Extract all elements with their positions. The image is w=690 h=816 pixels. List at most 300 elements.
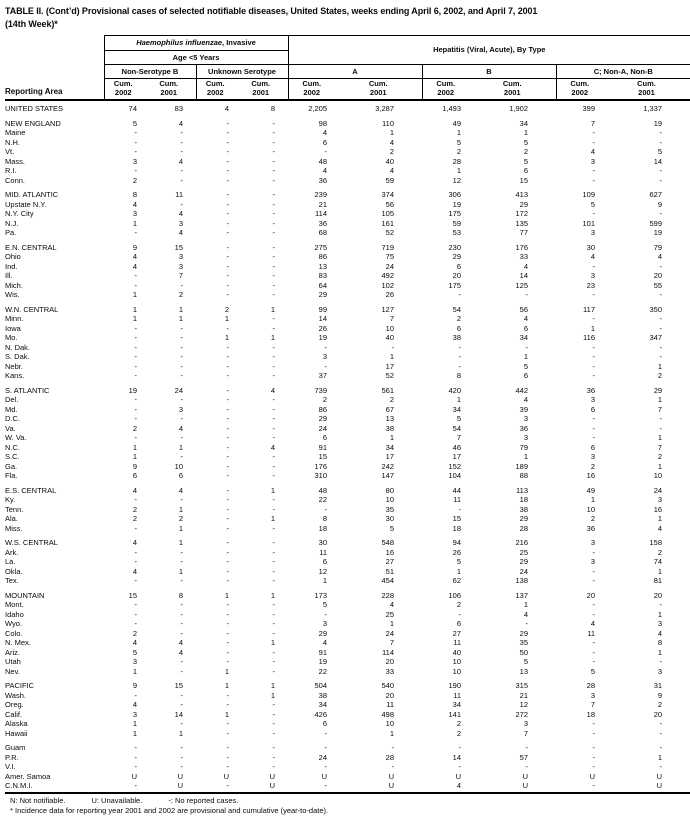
value-cell: 627 xyxy=(649,190,663,199)
value-cell: 5 xyxy=(657,147,663,156)
value-cell: - xyxy=(592,414,596,423)
value-cell: 20 xyxy=(653,709,663,719)
value-cell: - xyxy=(134,395,137,404)
value-cell: - xyxy=(272,128,276,137)
value-cell: - xyxy=(134,576,137,585)
value-cell: - xyxy=(134,280,137,290)
value-cell: - xyxy=(592,314,596,323)
value-cell: - xyxy=(134,352,137,361)
value-cell: - xyxy=(226,461,229,471)
value-cell: 10 xyxy=(452,657,462,666)
table-row xyxy=(5,600,690,610)
value-cell: - xyxy=(272,762,276,771)
title-line-2: (14th Week)* xyxy=(5,19,58,29)
value-cell: - xyxy=(659,175,663,185)
value-cell: - xyxy=(134,404,137,414)
value-cell: 6 xyxy=(523,371,529,380)
value-cell: - xyxy=(272,361,276,371)
area-cell: Utah xyxy=(5,657,21,666)
value-cell: 101 xyxy=(582,218,596,228)
table-row xyxy=(5,238,690,253)
table-row xyxy=(5,128,690,138)
value-cell: 1 xyxy=(523,600,529,609)
value-cell: 4 xyxy=(322,166,328,175)
value-cell: U xyxy=(321,771,328,781)
value-cell: 1 xyxy=(657,395,663,404)
value-cell: 3 xyxy=(523,433,529,442)
value-cell: 1 xyxy=(590,495,596,504)
value-cell: 1 xyxy=(178,538,183,547)
value-cell: - xyxy=(226,371,229,380)
value-cell: 4 xyxy=(178,647,183,657)
value-cell: 4 xyxy=(322,128,328,137)
value-cell: 4 xyxy=(132,261,137,271)
value-cell: 12 xyxy=(452,175,462,185)
value-cell: 3 xyxy=(590,538,596,547)
area-cell: Mo. xyxy=(5,333,18,342)
area-cell: Oreg. xyxy=(5,700,24,709)
value-cell: - xyxy=(272,371,276,380)
value-cell: 37 xyxy=(318,371,328,380)
value-cell: 10 xyxy=(452,666,462,676)
value-cell: 137 xyxy=(515,590,529,600)
value-cell: - xyxy=(226,290,229,299)
value-cell: 4 xyxy=(132,566,137,576)
value-cell: - xyxy=(324,342,328,352)
header-unknown-serotype: Unknown Serotype xyxy=(196,65,288,79)
value-cell: 1 xyxy=(657,752,663,762)
value-cell: 239 xyxy=(314,190,328,199)
value-cell: 5 xyxy=(132,647,137,657)
area-cell: Idaho xyxy=(5,609,24,619)
value-cell: 26 xyxy=(452,547,462,557)
value-cell: 20 xyxy=(385,657,395,666)
value-cell: 20 xyxy=(586,590,596,600)
value-cell: 1 xyxy=(132,728,137,738)
value-cell: 3 xyxy=(523,719,529,728)
value-cell: 2 xyxy=(657,547,663,557)
value-cell: 1 xyxy=(389,352,395,361)
value-cell: 1 xyxy=(657,647,663,657)
value-cell: - xyxy=(592,752,596,762)
value-cell: - xyxy=(226,452,229,461)
value-cell: 442 xyxy=(515,385,529,395)
table-row xyxy=(5,166,690,176)
value-cell: 141 xyxy=(448,709,462,719)
area-cell: Md. xyxy=(5,404,18,414)
value-cell: 1 xyxy=(224,314,229,323)
value-cell: 29 xyxy=(318,290,328,299)
value-cell: 24 xyxy=(385,628,395,638)
value-cell: - xyxy=(324,147,328,156)
value-cell: 306 xyxy=(448,190,462,199)
value-cell: 19 xyxy=(452,199,462,209)
value-cell: - xyxy=(458,352,462,361)
value-cell: 91 xyxy=(318,442,328,452)
value-cell: 3 xyxy=(523,414,529,423)
value-cell: - xyxy=(458,504,462,514)
value-cell: - xyxy=(592,361,596,371)
value-cell: 11 xyxy=(175,190,183,199)
value-cell: 4 xyxy=(178,423,183,433)
value-cell: 6 xyxy=(322,557,328,566)
value-cell: 54 xyxy=(452,423,462,433)
value-cell: - xyxy=(324,762,328,771)
value-cell: 8 xyxy=(322,514,328,523)
area-cell: Vt. xyxy=(5,147,15,156)
value-cell: - xyxy=(324,361,328,371)
value-cell: - xyxy=(272,600,276,609)
value-cell: - xyxy=(272,461,276,471)
value-cell: - xyxy=(226,271,229,280)
value-cell: - xyxy=(458,762,462,771)
value-cell: 4 xyxy=(322,638,328,647)
value-cell: - xyxy=(592,600,596,609)
value-cell: 1 xyxy=(270,681,276,690)
value-cell: - xyxy=(272,547,276,557)
area-cell: N.C. xyxy=(5,442,20,452)
value-cell: 4 xyxy=(132,199,137,209)
value-cell: 4 xyxy=(132,700,137,709)
area-cell: Mich. xyxy=(5,280,23,290)
value-cell: 540 xyxy=(381,681,395,690)
value-cell: 1 xyxy=(224,709,229,719)
table-row xyxy=(5,676,690,691)
value-cell: 3 xyxy=(178,218,183,228)
value-cell: 52 xyxy=(385,228,395,237)
table-row xyxy=(5,452,690,462)
table-row xyxy=(5,719,690,729)
value-cell: - xyxy=(592,423,596,433)
table-row xyxy=(5,157,690,167)
value-cell: 51 xyxy=(385,566,395,576)
table-row xyxy=(5,738,690,753)
value-cell: 99 xyxy=(318,304,328,314)
value-cell: 7 xyxy=(389,314,395,323)
value-cell: 4 xyxy=(422,781,489,793)
value-cell: - xyxy=(180,395,183,404)
table-row xyxy=(5,462,690,472)
value-cell: 1 xyxy=(270,304,276,314)
value-cell: - xyxy=(226,547,229,557)
area-cell: P.R. xyxy=(5,752,19,762)
value-cell: - xyxy=(391,762,395,771)
footnote-not-notifiable: N: Not notifiable. xyxy=(10,795,66,805)
value-cell: - xyxy=(180,166,183,175)
value-cell: - xyxy=(272,252,276,261)
value-cell: 158 xyxy=(649,538,663,547)
value-cell: 29 xyxy=(318,628,328,638)
value-cell: 3 xyxy=(590,228,596,237)
value-cell: U xyxy=(131,771,137,781)
area-cell: PACIFIC xyxy=(5,681,35,690)
value-cell: - xyxy=(226,280,229,290)
value-cell: 5 xyxy=(132,118,137,128)
value-cell: - xyxy=(272,609,276,619)
value-cell: 5 xyxy=(523,657,529,666)
value-cell: 413 xyxy=(515,190,529,199)
value-cell: 11 xyxy=(319,547,328,557)
value-cell: - xyxy=(659,314,663,323)
value-cell: 30 xyxy=(586,242,596,252)
area-cell: MOUNTAIN xyxy=(5,590,45,600)
value-cell: U xyxy=(522,771,529,781)
value-cell: - xyxy=(272,199,276,209)
area-cell: N.J. xyxy=(5,218,19,228)
value-cell: - xyxy=(226,128,229,137)
value-cell: - xyxy=(226,433,229,442)
value-cell: 14 xyxy=(519,271,529,280)
value-cell: 30 xyxy=(385,514,395,523)
table-row xyxy=(5,371,690,381)
value-cell: 1 xyxy=(657,361,663,371)
value-cell: 1 xyxy=(389,619,395,628)
table-row xyxy=(5,228,690,238)
value-cell: 4 xyxy=(178,638,183,647)
value-cell: - xyxy=(180,619,183,628)
value-cell: 33 xyxy=(519,252,529,261)
table-row xyxy=(5,424,690,434)
value-cell: 16 xyxy=(653,504,663,514)
value-cell: 29 xyxy=(519,199,529,209)
value-cell: - xyxy=(324,504,328,514)
value-cell: 6 xyxy=(456,619,462,628)
area-cell: NEW ENGLAND xyxy=(5,118,61,128)
area-cell: Maine xyxy=(5,128,26,137)
value-cell: 15 xyxy=(174,681,183,690)
value-cell: 5 xyxy=(456,414,462,423)
value-cell: 5 xyxy=(523,137,529,147)
value-cell: 36 xyxy=(519,423,529,433)
value-cell: - xyxy=(272,538,276,547)
value-cell: 7 xyxy=(590,118,596,128)
value-cell: 1 xyxy=(132,666,137,676)
value-cell: 29 xyxy=(452,252,462,261)
value-cell: 242 xyxy=(381,461,395,471)
value-cell: - xyxy=(226,352,229,361)
value-cell: 7 xyxy=(523,728,529,738)
value-cell: - xyxy=(272,628,276,638)
value-cell: 2 xyxy=(657,452,663,461)
value-cell: 18 xyxy=(452,523,462,533)
value-cell: - xyxy=(180,752,183,762)
table-row xyxy=(5,710,690,720)
value-cell: - xyxy=(134,323,137,333)
value-cell: 79 xyxy=(653,242,663,252)
value-cell: 1 xyxy=(224,333,229,342)
value-cell: - xyxy=(659,128,663,137)
value-cell: 4 xyxy=(523,395,529,404)
value-cell: 6 xyxy=(590,404,596,414)
value-cell: 2 xyxy=(389,395,395,404)
value-cell: 7 xyxy=(657,404,663,414)
value-cell: - xyxy=(226,700,229,709)
value-cell: 561 xyxy=(381,385,395,395)
value-cell: - xyxy=(134,690,137,700)
value-cell: 7 xyxy=(389,638,395,647)
value-cell: 40 xyxy=(385,333,395,342)
value-cell: 176 xyxy=(515,242,529,252)
value-cell: 106 xyxy=(448,590,462,600)
value-cell: U xyxy=(589,771,596,781)
table-row xyxy=(5,395,690,405)
header-reporting-area: Reporting Area xyxy=(5,36,104,101)
value-cell: 3,287 xyxy=(375,104,395,113)
value-cell: 2 xyxy=(657,371,663,380)
area-cell: N. Dak. xyxy=(5,342,31,352)
value-cell: - xyxy=(272,147,276,156)
value-cell: 29 xyxy=(519,628,529,638)
footnote-incidence: * Incidence data for reporting year 2001 and 2002 are provisional and cumulative (year-to-date). xyxy=(10,805,329,815)
value-cell: 1 xyxy=(657,566,663,576)
value-cell: 1,337 xyxy=(643,104,663,113)
header-cum-2002: Cum. 2002 xyxy=(556,79,623,101)
value-cell: - xyxy=(659,600,663,609)
value-cell: 28 xyxy=(385,752,395,762)
table-row xyxy=(5,281,690,291)
value-cell: - xyxy=(391,342,395,352)
value-cell: - xyxy=(180,666,183,676)
value-cell: 3 xyxy=(178,252,183,261)
value-cell: 38 xyxy=(318,690,328,700)
value-cell: - xyxy=(272,619,276,628)
value-cell: - xyxy=(226,628,229,638)
value-cell: 67 xyxy=(385,404,395,414)
value-cell: 189 xyxy=(515,461,529,471)
value-cell: 1 xyxy=(270,333,276,342)
value-cell: 44 xyxy=(452,485,462,495)
value-cell: 4 xyxy=(178,485,183,495)
value-cell: - xyxy=(226,175,229,185)
value-cell: 138 xyxy=(515,576,529,585)
value-cell: 6 xyxy=(456,261,462,271)
value-cell: 28 xyxy=(452,156,462,166)
value-cell: - xyxy=(272,752,276,762)
value-cell: - xyxy=(180,576,183,585)
value-cell: - xyxy=(272,700,276,709)
value-cell: - xyxy=(134,137,137,147)
value-cell: 56 xyxy=(385,199,395,209)
value-cell: 548 xyxy=(381,538,395,547)
table-row xyxy=(5,567,690,577)
table-row xyxy=(5,667,690,677)
value-cell: - xyxy=(180,175,183,185)
value-cell: 420 xyxy=(448,385,462,395)
value-cell: - xyxy=(226,495,229,504)
value-cell: 175 xyxy=(448,280,462,290)
value-cell: 3 xyxy=(132,156,137,166)
value-cell: 7 xyxy=(178,271,183,280)
value-cell: 18 xyxy=(586,709,596,719)
value-cell: 2 xyxy=(322,395,328,404)
value-cell: 2 xyxy=(523,147,529,156)
value-cell: - xyxy=(134,271,137,280)
value-cell: 27 xyxy=(385,557,395,566)
table-row xyxy=(5,729,690,739)
value-cell: 102 xyxy=(381,280,395,290)
value-cell: 17 xyxy=(452,452,462,461)
table-row xyxy=(5,405,690,415)
table-row xyxy=(5,700,690,710)
value-cell: 15 xyxy=(318,452,328,461)
value-cell: - xyxy=(458,743,462,752)
value-cell: 1 xyxy=(132,314,137,323)
area-cell: Ariz. xyxy=(5,647,20,657)
value-cell: - xyxy=(226,647,229,657)
value-cell: - xyxy=(659,414,663,423)
value-cell: - xyxy=(272,452,276,461)
table-row xyxy=(5,495,690,505)
table-row xyxy=(5,524,690,534)
value-cell: - xyxy=(659,290,663,299)
value-cell: 2 xyxy=(456,147,462,156)
header-age-under-5: Age <5 Years xyxy=(104,51,288,65)
area-cell: Wis. xyxy=(5,290,20,299)
value-cell: - xyxy=(659,166,663,175)
value-cell: - xyxy=(272,166,276,175)
area-cell: Mont. xyxy=(5,600,24,609)
value-cell: - xyxy=(556,781,623,793)
table-row xyxy=(5,209,690,219)
value-cell: 15 xyxy=(128,590,137,600)
value-cell: 6 xyxy=(322,137,328,147)
value-cell: 176 xyxy=(314,461,328,471)
value-cell: - xyxy=(592,433,596,442)
area-cell: W.S. CENTRAL xyxy=(5,538,58,547)
table-row xyxy=(5,557,690,567)
value-cell: 1 xyxy=(456,166,462,175)
table-row xyxy=(5,176,690,186)
value-cell: 4 xyxy=(657,523,663,533)
header-cum-2002: Cum. 2002 xyxy=(196,79,242,101)
value-cell: 68 xyxy=(318,228,328,237)
value-cell: 4 xyxy=(132,538,137,547)
table-row xyxy=(5,586,690,601)
value-cell: 3 xyxy=(657,666,663,676)
value-cell: 454 xyxy=(381,576,395,585)
value-cell: - xyxy=(134,128,137,137)
value-cell: 13 xyxy=(519,666,529,676)
value-cell: - xyxy=(272,190,276,199)
value-cell: - xyxy=(592,566,596,576)
area-cell: Va. xyxy=(5,423,16,433)
value-cell: 26 xyxy=(385,290,395,299)
value-cell: 9 xyxy=(657,690,663,700)
value-cell: 11 xyxy=(453,495,462,504)
value-cell: - xyxy=(134,414,137,423)
table-row xyxy=(5,314,690,324)
value-cell: 3 xyxy=(132,209,137,218)
table-row xyxy=(5,762,690,772)
value-cell: 719 xyxy=(381,242,395,252)
value-cell: - xyxy=(659,657,663,666)
value-cell: 19 xyxy=(318,657,328,666)
value-cell: 492 xyxy=(381,271,395,280)
value-cell: - xyxy=(226,323,229,333)
value-cell: 498 xyxy=(381,709,395,719)
value-cell: - xyxy=(180,371,183,380)
table-row xyxy=(5,481,690,496)
value-cell: 36 xyxy=(318,218,328,228)
value-cell: 9 xyxy=(657,199,663,209)
value-cell: 62 xyxy=(452,576,462,585)
area-cell: W. Va. xyxy=(5,433,27,442)
value-cell: - xyxy=(226,261,229,271)
value-cell: - xyxy=(180,495,183,504)
value-cell: - xyxy=(525,619,529,628)
value-cell: 19 xyxy=(653,228,663,237)
value-cell: 24 xyxy=(519,566,529,576)
